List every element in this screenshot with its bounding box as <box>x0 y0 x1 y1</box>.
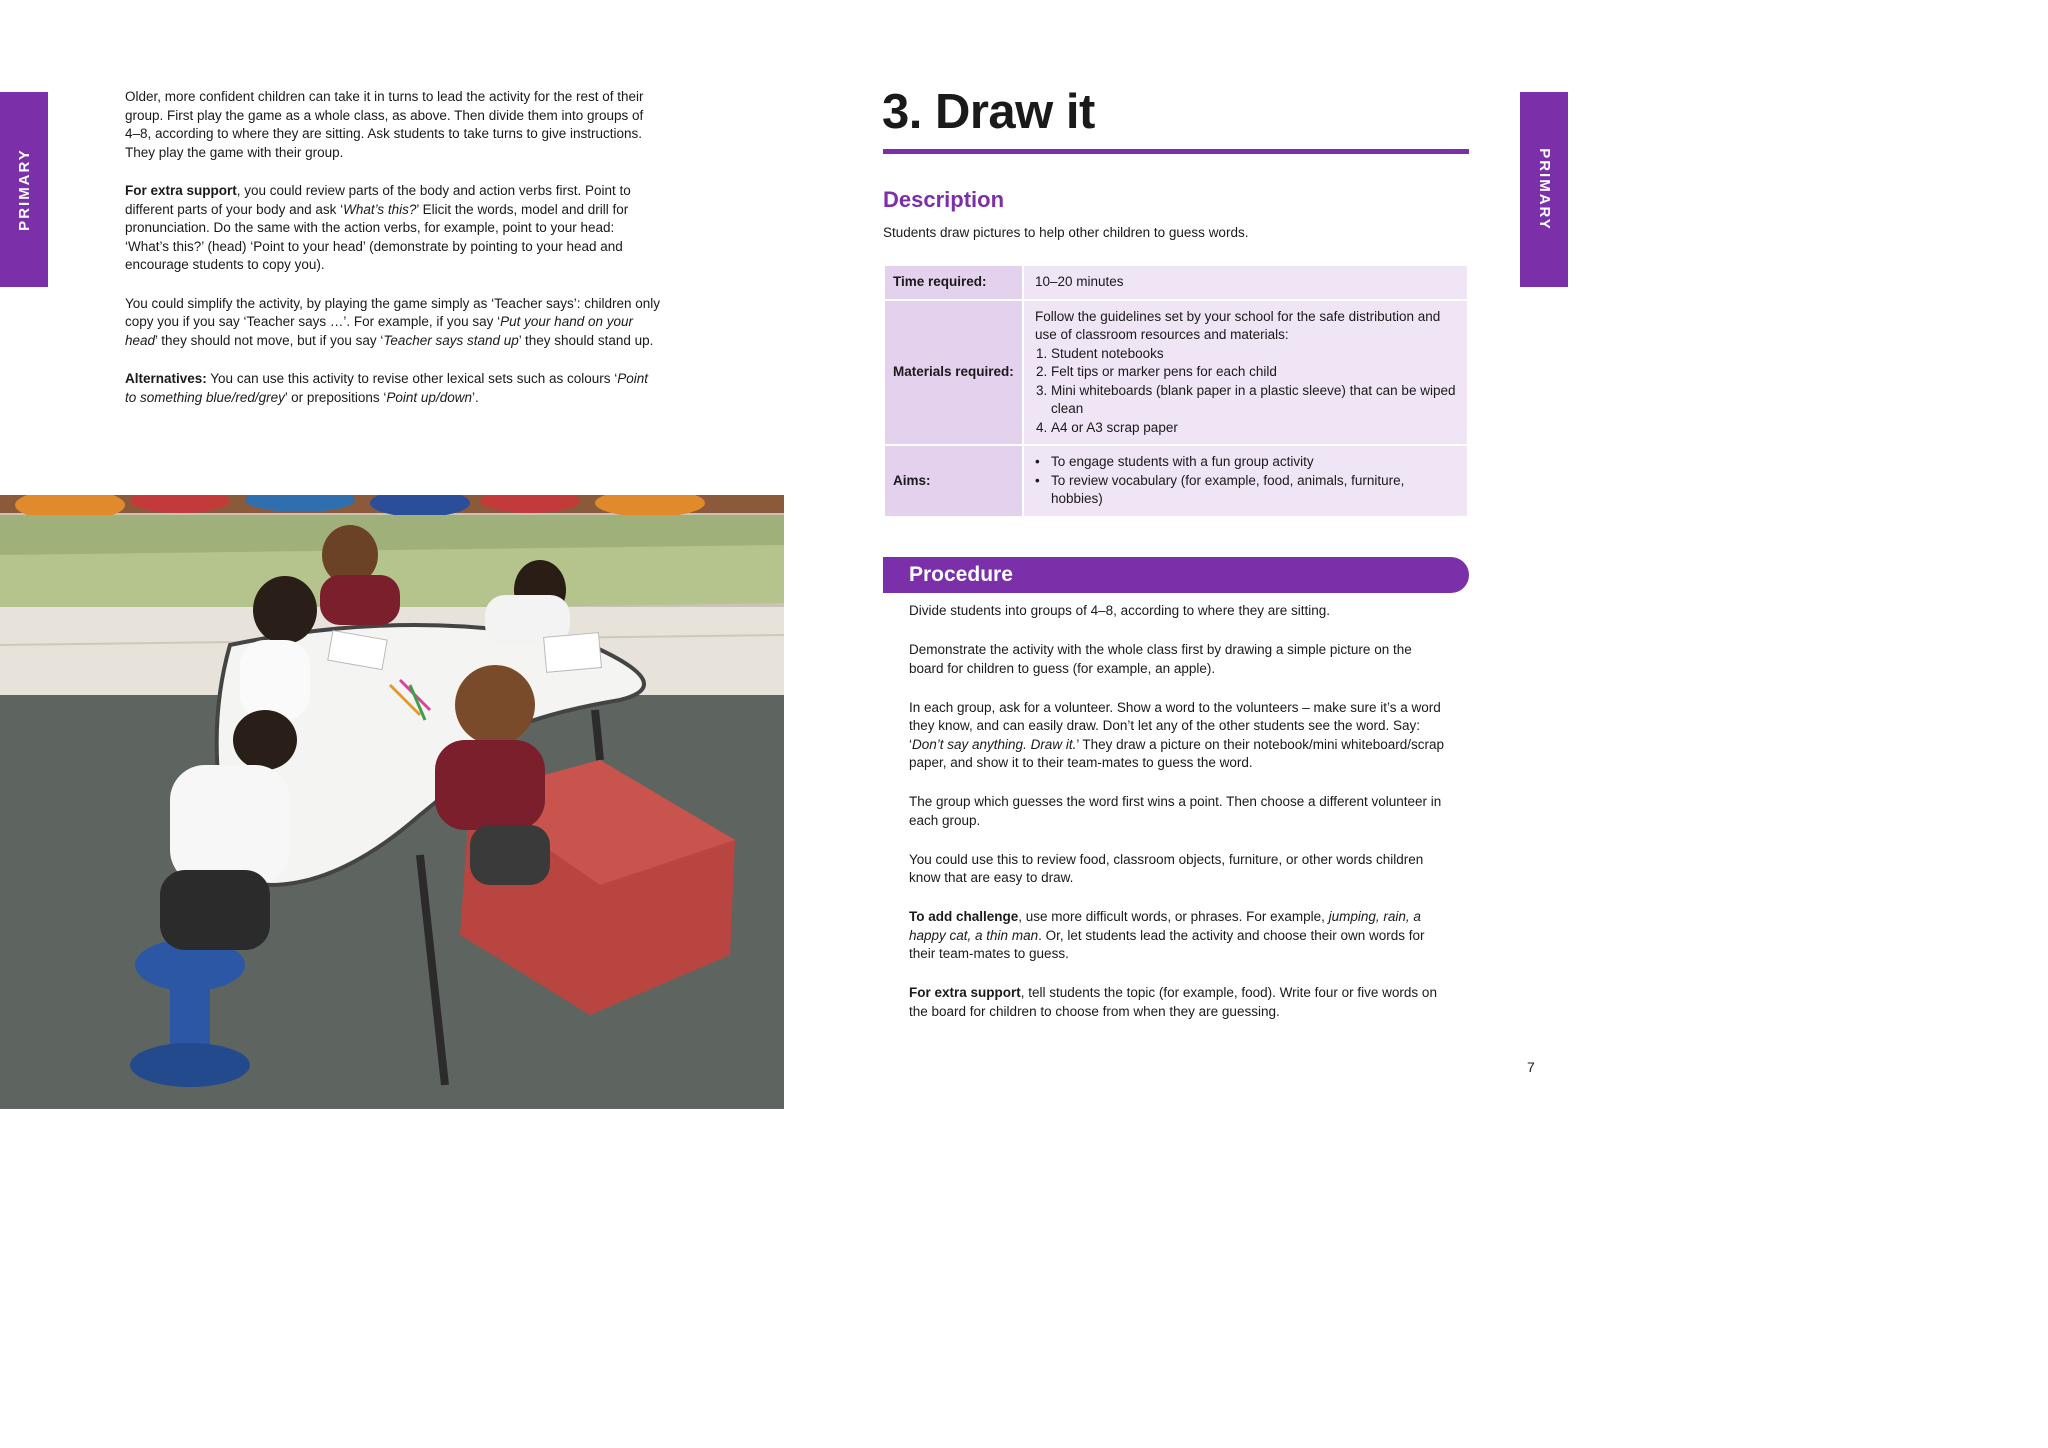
page-title: 3. Draw it <box>882 85 1095 139</box>
paragraph <box>125 370 660 407</box>
materials-list <box>1035 345 1456 438</box>
procedure-heading: Procedure <box>909 563 1013 586</box>
paragraph <box>125 295 660 351</box>
aims-list <box>1035 453 1456 509</box>
paragraph: You could use this to review food, classroom objects, furniture, or other words children know that are easy to draw. <box>909 851 1424 885</box>
table-row-materials <box>885 301 1467 445</box>
paragraph-text: ’ Elicit the words, model and drill for pronunciation. Do the same with the action verbs, for example, point to your head: ‘What’s this?’ (head) ‘Point to your head’ (demonstrate by pointing to your head and encourage students to copy you). <box>125 201 629 272</box>
paragraph: Demonstrate the activity with the whole class first by drawing a simple picture on the board for children to guess (for example, an apple). <box>909 642 1412 676</box>
side-tab-label: PRIMARY <box>15 148 33 231</box>
aims-value <box>1024 446 1467 516</box>
bold-lead: Alternatives: <box>125 371 207 386</box>
description-heading: Description <box>883 187 1005 212</box>
title-rule <box>883 149 1469 154</box>
list-item: 1. Student notebooks <box>1051 345 1456 364</box>
paragraph-text: ’ they should stand up. <box>518 332 654 348</box>
paragraph-text: , tell students the topic (for example, food). Write four or five words on the board for children to choose from when they are guessing. <box>909 985 1437 1019</box>
left-column-text <box>125 88 660 427</box>
aims-label: Aims: <box>885 446 1022 516</box>
paragraph <box>125 182 660 275</box>
paragraph-text: , you could review parts of the body and action verbs first. Point to different parts of your body and ask ‘ <box>125 183 631 217</box>
italic-text: Point to something blue/red/grey <box>125 371 649 405</box>
paragraph-text: You could simplify the activity, by playing the game simply as ‘Teacher says’: children only copy you if you say ‘Teacher says …’. For example, if you say ‘ <box>125 295 661 329</box>
bold-lead: For extra support <box>909 985 1021 1000</box>
list-item: 4. A4 or A3 scrap paper <box>1051 419 1456 438</box>
italic-text: Teacher says stand up <box>383 332 519 348</box>
time-value: 10–20 minutes <box>1024 266 1467 299</box>
time-label: Time required: <box>885 266 1022 299</box>
italic-text: What’s this? <box>343 201 417 217</box>
paragraph <box>909 984 1449 1021</box>
procedure-banner <box>883 557 1469 593</box>
paragraph-text: , use more difficult words, or phrases. For example, <box>1018 909 1329 924</box>
paragraph: The group which guesses the word first wins a point. Then choose a different volunteer in each group. <box>909 794 1442 828</box>
paragraph-text: ’ they should not move, but if you say ‘ <box>155 332 384 348</box>
paragraph-text: ’ They draw a picture on their notebook/mini whiteboard/scrap paper, and show it to their team-mates to guess the word. <box>909 736 1445 770</box>
primary-side-tab-right <box>1520 92 1568 287</box>
procedure-text <box>909 602 1449 1042</box>
bold-lead: To add challenge <box>909 909 1019 924</box>
paragraph-text: ’. <box>471 389 479 405</box>
italic-text: jumping, rain, a happy cat, a thin man <box>909 909 1421 943</box>
list-item: 2. Felt tips or marker pens for each child <box>1051 363 1456 382</box>
paragraph <box>125 88 660 162</box>
table-row-time <box>885 266 1467 299</box>
list-item: 3. Mini whiteboards (blank paper in a plastic sleeve) that can be wiped clean <box>1051 382 1456 419</box>
table-row-aims <box>885 446 1467 516</box>
italic-text: Point up/down <box>386 389 472 405</box>
description-text: Students draw pictures to help other children to guess words. <box>883 225 1249 240</box>
paragraph-text: Older, more confident children can take it in turns to lead the activity for the rest of their group. First play the game as a whole class, as above. Then divide them into groups of 4–8, according to where they are sitting. Ask students to take turns to give instructions. They play the game with their group. <box>125 89 644 160</box>
side-tab-label: PRIMARY <box>1535 148 1553 231</box>
materials-value <box>1024 301 1467 445</box>
primary-side-tab-left <box>0 92 48 287</box>
list-item: • To engage students with a fun group activity <box>1051 453 1456 472</box>
classroom-photo <box>0 495 784 1109</box>
materials-intro: Follow the guidelines set by your school for the safe distribution and use of classroom resources and materials: <box>1035 308 1441 342</box>
bold-lead: For extra support <box>125 183 237 198</box>
list-item: • To review vocabulary (for example, food, animals, furniture, hobbies) <box>1051 472 1456 509</box>
paragraph-text: In each group, ask for a volunteer. Show a word to the volunteers – make sure it’s a word they know, and can easily draw. Don’t let any of the other students see the word. Say: ‘ <box>909 699 1441 752</box>
materials-label: Materials required: <box>885 301 1022 445</box>
paragraph <box>909 699 1449 773</box>
paragraph-text: ’ or prepositions ‘ <box>284 389 387 405</box>
paragraph-text: You can use this activity to revise other lexical sets such as colours ‘ <box>206 371 618 386</box>
italic-text: Don’t say anything. Draw it. <box>912 736 1077 752</box>
italic-text: Put your hand on your head <box>125 314 633 348</box>
paragraph-text: . Or, let students lead the activity and choose their own words for their team-mates to guess. <box>909 927 1425 961</box>
paragraph: Divide students into groups of 4–8, according to where they are sitting. <box>909 603 1330 618</box>
paragraph <box>909 908 1449 964</box>
activity-info-table <box>883 264 1469 518</box>
page-number: 7 <box>1527 1059 1535 1075</box>
